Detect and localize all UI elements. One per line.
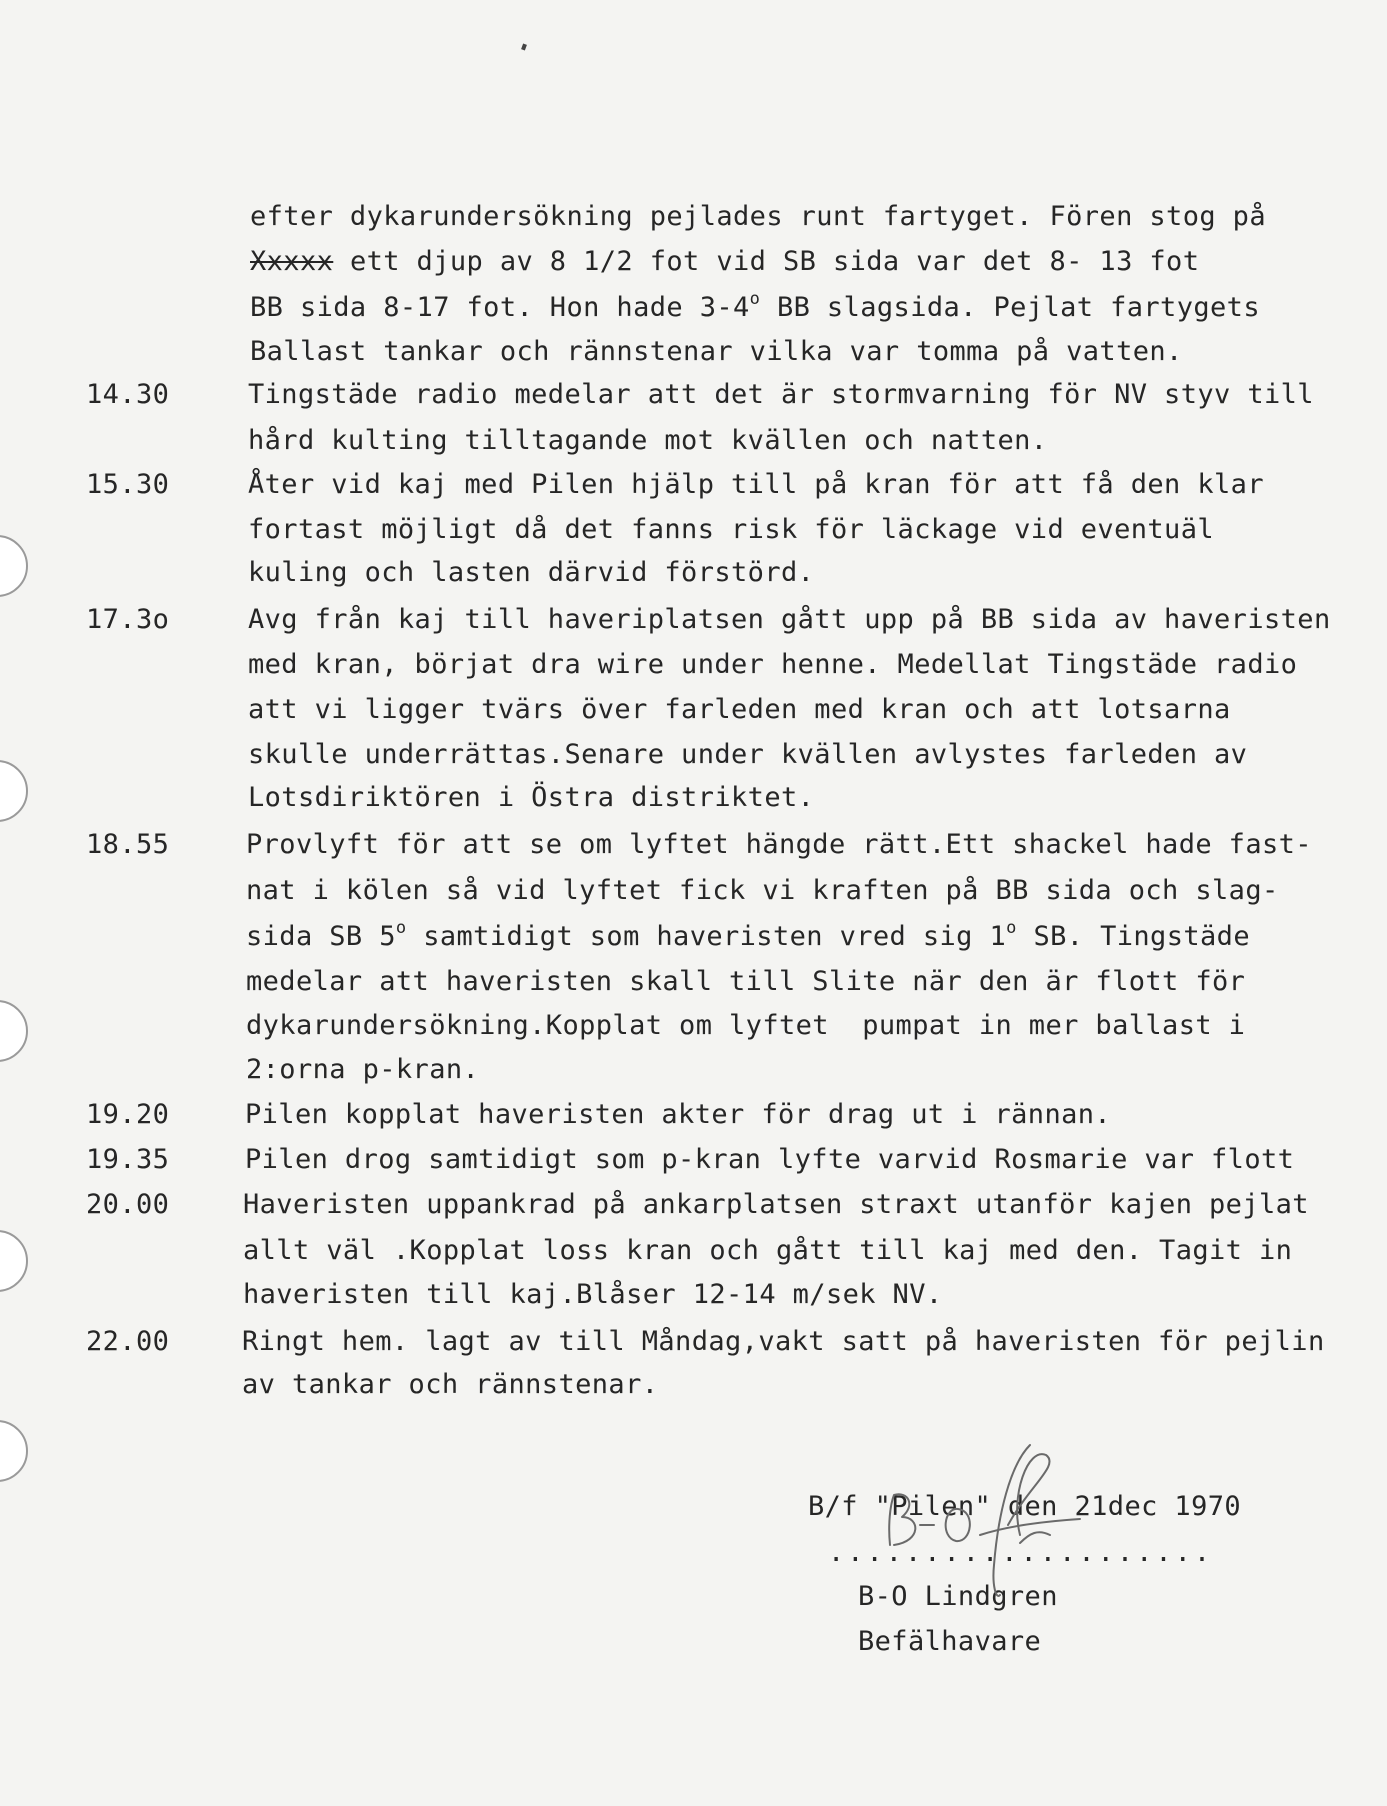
entry-time: 19.20 — [86, 1099, 170, 1130]
signer-name: B-O Lindgren — [858, 1581, 1058, 1612]
signer-title: Befälhavare — [858, 1626, 1042, 1657]
struck-word: Xxxxx — [250, 246, 334, 277]
degree-mark: o — [749, 289, 761, 309]
punch-hole — [0, 1000, 28, 1062]
signature-dots: .................... — [828, 1537, 1214, 1568]
punch-hole — [0, 535, 28, 597]
text-line: Pilen kopplat haveristen akter för drag ut i rännan. — [245, 1099, 1112, 1130]
text-line: haveristen till kaj.Blåser 12-14 m/sek NV. — [243, 1279, 943, 1310]
text-segment: BB sida 8-17 fot. Hon hade 3-4 — [250, 292, 750, 323]
entry-time: 18.55 — [86, 829, 170, 860]
degree-mark: o — [395, 918, 407, 938]
entry-time: 15.30 — [86, 469, 170, 500]
text-line: med kran, börjat dra wire under henne. Medellat Tingstäde radio — [248, 649, 1298, 680]
text-line: Ballast tankar och rännstenar vilka var tomma på vatten. — [250, 336, 1183, 367]
text-line: av tankar och rännstenar. — [242, 1369, 659, 1400]
entry-time: 17.3o — [86, 604, 170, 635]
text-line: 2:orna p-kran. — [246, 1054, 480, 1085]
text-line — [250, 289, 1260, 326]
entry-time: 14.30 — [86, 379, 170, 410]
text-line: Lotsdiriktören i Östra distriktet. — [248, 782, 815, 813]
text-line: medelar att haveristen skall till Slite när den är flott för — [246, 966, 1246, 997]
text-line — [250, 247, 1199, 277]
text-line: Åter vid kaj med Pilen hjälp till på kran för att få den klar — [248, 469, 1264, 500]
paper-mark — [521, 43, 527, 50]
text-line: nat i kölen så vid lyftet fick vi kraften på BB sida och slag- — [246, 875, 1279, 906]
text-line: efter dykarundersökning pejlades runt fartyget. Fören stog på — [250, 201, 1266, 232]
punch-hole — [0, 1420, 28, 1482]
punch-hole — [0, 760, 28, 822]
text-line — [246, 918, 1250, 955]
degree-mark: o — [1006, 918, 1017, 938]
handwritten-signature — [860, 1425, 1090, 1605]
text-line: att vi ligger tvärs över farleden med kran och att lotsarna — [248, 694, 1231, 725]
entry-time: 19.35 — [86, 1144, 170, 1175]
text-line: Avg från kaj till haveriplatsen gått upp på BB sida av haveristen — [248, 604, 1331, 635]
text-line: Tingstäde radio medelar att det är stormvarning för NV styv till — [248, 379, 1314, 410]
text-line: Ringt hem. lagt av till Måndag,vakt satt på haveristen för pejlin — [242, 1326, 1325, 1357]
text-line: allt väl .Kopplat loss kran och gått till kaj med den. Tagit in — [243, 1235, 1293, 1266]
text-line: hård kulting tilltagande mot kvällen och natten. — [248, 425, 1048, 456]
text-segment: SB. Tingstäde — [1033, 921, 1250, 952]
punch-hole — [0, 1230, 28, 1292]
text-line: skulle underrättas.Senare under kvällen avlystes farleden av — [248, 739, 1248, 770]
entry-time: 20.00 — [86, 1189, 170, 1220]
text-line: Pilen drog samtidigt som p-kran lyfte varvid Rosmarie var flott — [245, 1144, 1295, 1175]
text-line: fortast möjligt då det fanns risk för läckage vid eventuäl — [248, 514, 1215, 545]
place-date: B/f "Pilen" den 21dec 1970 — [808, 1491, 1242, 1522]
text-line: Provlyft för att se om lyftet hängde rätt.Ett shackel hade fast- — [246, 829, 1312, 860]
text-segment: sida SB 5 — [246, 921, 396, 952]
text-segment: ett djup av 8 1/2 fot vid SB sida var det 8- 13 fot — [349, 246, 1200, 277]
entry-time: 22.00 — [86, 1326, 170, 1357]
text-segment: BB slagsida. Pejlat fartygets — [776, 292, 1260, 323]
text-line: Haveristen uppankrad på ankarplatsen straxt utanför kajen pejlat — [243, 1189, 1309, 1220]
text-line: kuling och lasten därvid förstörd. — [248, 557, 815, 588]
text-line: dykarundersökning.Kopplat om lyftet pumpat in mer ballast i — [246, 1010, 1246, 1041]
text-segment: samtidigt som haveristen vred sig 1 — [423, 921, 1007, 952]
